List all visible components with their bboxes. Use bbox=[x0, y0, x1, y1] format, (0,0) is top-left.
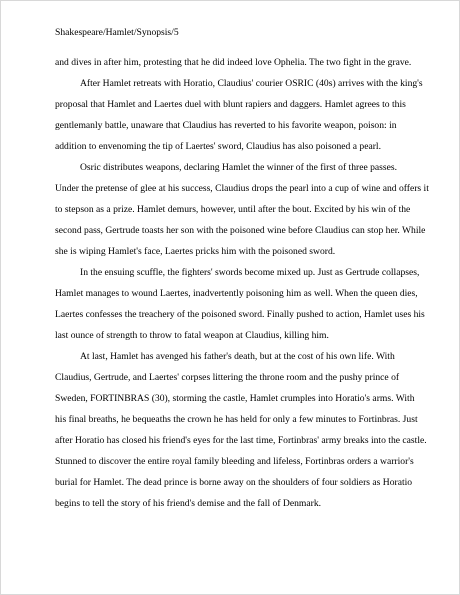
text-line: addition to envenoming the tip of Laertes' sword, Claudius has also poisoned a pearl. bbox=[55, 141, 381, 152]
text-line: she is wiping Hamlet's face, Laertes pricks him with the poisoned sword. bbox=[55, 246, 336, 257]
text-line: gentlemanly battle, unaware that Claudius has reverted to his favorite weapon, poison: in bbox=[55, 120, 397, 131]
text-line: Stunned to discover the entire royal family bleeding and lifeless, Fortinbras orders a warrior's bbox=[55, 456, 414, 467]
text-line: after Horatio has closed his friend's eyes for the last time, Fortinbras' army breaks into the castle. bbox=[55, 435, 427, 446]
text-line: proposal that Hamlet and Laertes duel with blunt rapiers and daggers. Hamlet agrees to this bbox=[55, 99, 406, 110]
text-line: Under the pretense of glee at his success, Claudius drops the pearl into a cup of wine and offers it bbox=[55, 183, 429, 194]
text-line: and dives in after him, protesting that he did indeed love Ophelia. The two fight in the grave. bbox=[55, 57, 412, 68]
paragraph-first-line: At last, Hamlet has avenged his father's death, but at the cost of his own life. With bbox=[80, 351, 395, 362]
paragraph-first-line: Osric distributes weapons, declaring Hamlet the winner of the first of three passes. bbox=[80, 162, 398, 173]
text-line: Sweden, FORTINBRAS (30), storming the castle, Hamlet crumples into Horatio's arms. With bbox=[55, 393, 415, 404]
paragraph-first-line: In the ensuing scuffle, the fighters' swords become mixed up. Just as Gertrude collapses, bbox=[80, 267, 420, 278]
text-line: Laertes confesses the treachery of the poisoned sword. Finally pushed to action, Hamlet uses his bbox=[55, 309, 425, 320]
text-line: to stepson as a prize. Hamlet demurs, however, until after the bout. Excited by his win of the bbox=[55, 204, 411, 215]
text-line: last ounce of strength to throw to fatal weapon at Claudius, killing him. bbox=[55, 330, 329, 341]
text-line: Hamlet manages to wound Laertes, inadvertently poisoning him as well. When the queen dies, bbox=[55, 288, 418, 299]
text-line: burial for Hamlet. The dead prince is borne away on the shoulders of four soldiers as Horatio bbox=[55, 477, 413, 488]
paragraph-first-line: After Hamlet retreats with Horatio, Claudius' courier OSRIC (40s) arrives with the king's bbox=[80, 78, 423, 89]
text-line: his final breaths, he bequeaths the crown he has held for only a few minutes to Fortinbras. Just bbox=[55, 414, 418, 425]
text-line: Claudius, Gertrude, and Laertes' corpses littering the throne room and the pushy prince of bbox=[55, 372, 400, 383]
running-head: Shakespeare/Hamlet/Synopsis/5 bbox=[55, 27, 179, 38]
text-line: begins to tell the story of his friend's demise and the fall of Denmark. bbox=[55, 498, 322, 509]
text-line: second pass, Gertrude toasts her son with the poisoned wine before Claudius can stop her. While bbox=[55, 225, 426, 236]
